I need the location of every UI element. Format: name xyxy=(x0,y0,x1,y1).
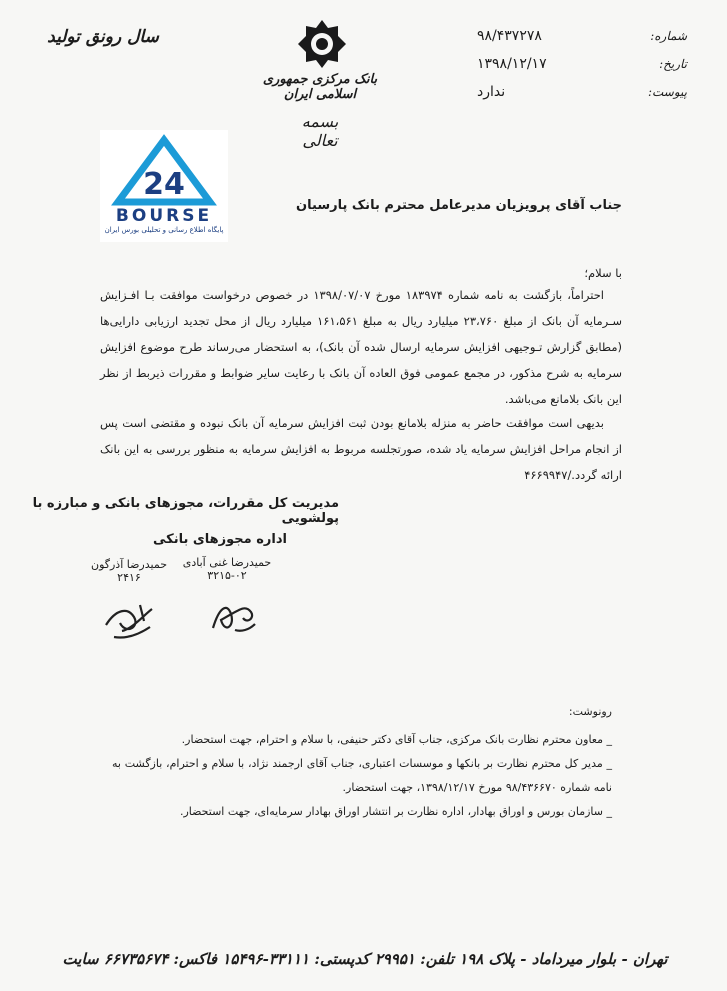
bourse-logo-tagline: پایگاه اطلاع رسانی و تحلیلی بورس ایران xyxy=(104,226,224,234)
letter-paragraph-2 xyxy=(100,410,622,488)
signature-2 xyxy=(100,595,160,645)
letterhead-footer: تهران - بلوار میرداماد - پلاک ۱۹۸ تلفن: ۲۹۹۵۱ کدپستی: ۳۳۱۱۱-۱۵۴۹۶ فاکس: ۶۶۷۳۵۶۷۴ سایت xyxy=(62,950,668,968)
department-general: مدیریت کل مقررات، مجوزهای بانکی و مبارزه با پولشویی xyxy=(32,496,339,526)
paragraph-2-text: بدیهی است موافقت حاضر به منزله بلامانع بودن ثبت افزایش سرمایه آن بانک نبوده و مقتضی است پس از انجام مراحل افزایش سرمایه یاد شده، صورتجلسه مربوط به افزایش سرمایه به منظور بررسی به این بانک ارائه گردد./۴۶۶۹۹۴۷ xyxy=(100,416,622,482)
meta-attachment-row xyxy=(467,78,687,106)
number-label: شماره: xyxy=(650,29,687,43)
signature-1 xyxy=(205,590,265,640)
cc-item: _ سازمان بورس و اوراق بهادار، اداره نظارت بر انتشار اوراق بهادار سرمایه‌ای، جهت استحضار. xyxy=(179,805,612,818)
cc-item: _ مدیر کل محترم نظارت بر بانکها و موسسات اعتباری، جناب آقای ارجمند نژاد، با سلام و احترام، بازگشت به نامه شماره ۹۸/۴۳۶۶۷۰ مورخ ۱۳۹۸/۱۲/۱۷، جهت استحضار. xyxy=(112,757,612,794)
meta-number-row xyxy=(467,22,687,50)
signer-2-name: حمیدرضا آذرگون xyxy=(90,558,168,571)
letter-date: ۱۳۹۸/۱۲/۱۷ xyxy=(477,56,547,72)
signer-1-name: حمیدرضا غنی آبادی xyxy=(182,556,272,569)
bank-name: بانک مرکزی جمهوری اسلامی ایران xyxy=(262,72,378,102)
letter-number: ۹۸/۴۳۷۲۷۸ xyxy=(477,28,542,44)
paragraph-1-text: احتراماً، بازگشت به نامه شماره ۱۸۳۹۷۴ مورخ ۱۳۹۸/۰۷/۰۷ در خصوص درخواست موافقت بـا افـزایش سـرمایه آن بانک از مبلغ ۲۳،۷۶۰ میلیارد ریال به مبلغ ۱۶۱،۵۶۱ میلیارد ریال از محل تجدید ارزیابی دارایی‌ها (مطابق گزارش تـوجیهی افزایش سرمایه ارسال شده آن بانک)، به استحضار می‌رساند طرح موضوع افزایش سرمایه به شرح مذکور، در مجمع عمومی فوق العاده آن بانک با رعایت سایر ضوابط و مقررات ذیربط از نظر این بانک بلامانع می‌باشد. xyxy=(100,288,622,406)
attachment-label: پیوست: xyxy=(647,85,687,99)
signer-1-code: ۳۲۱۵-۰۲ xyxy=(207,569,247,582)
cc-title: رونوشت: xyxy=(568,705,612,718)
year-slogan: سال رونق تولید xyxy=(47,27,159,47)
svg-text:24: 24 xyxy=(143,167,185,202)
department-office: اداره مجوزهای بانکی xyxy=(152,532,287,547)
letter-greeting: با سلام؛ xyxy=(584,266,622,280)
letter-paragraph-1 xyxy=(100,282,622,412)
signer-2 xyxy=(79,558,179,584)
bourse24-logo xyxy=(100,130,228,242)
letter-attachment: ندارد xyxy=(477,84,506,100)
date-label: تاریخ: xyxy=(659,57,687,71)
basmala: بسمه تعالی xyxy=(301,112,339,150)
signer-2-code: ۲۴۱۶ xyxy=(117,571,141,584)
central-bank-emblem-icon xyxy=(296,18,348,70)
carbon-copy-list xyxy=(112,700,612,824)
signer-1 xyxy=(172,556,282,582)
letter-recipient: جناب آقای پرویزیان مدیرعامل محترم بانک پارسیان xyxy=(296,198,622,213)
meta-date-row xyxy=(467,50,687,78)
letter-meta xyxy=(467,22,687,106)
cc-item: _ معاون محترم نظارت بانک مرکزی، جناب آقای دکتر حنیفی، با سلام و احترام، جهت استحضار. xyxy=(181,733,612,746)
bourse-logo-word: BOURSE xyxy=(115,206,213,226)
